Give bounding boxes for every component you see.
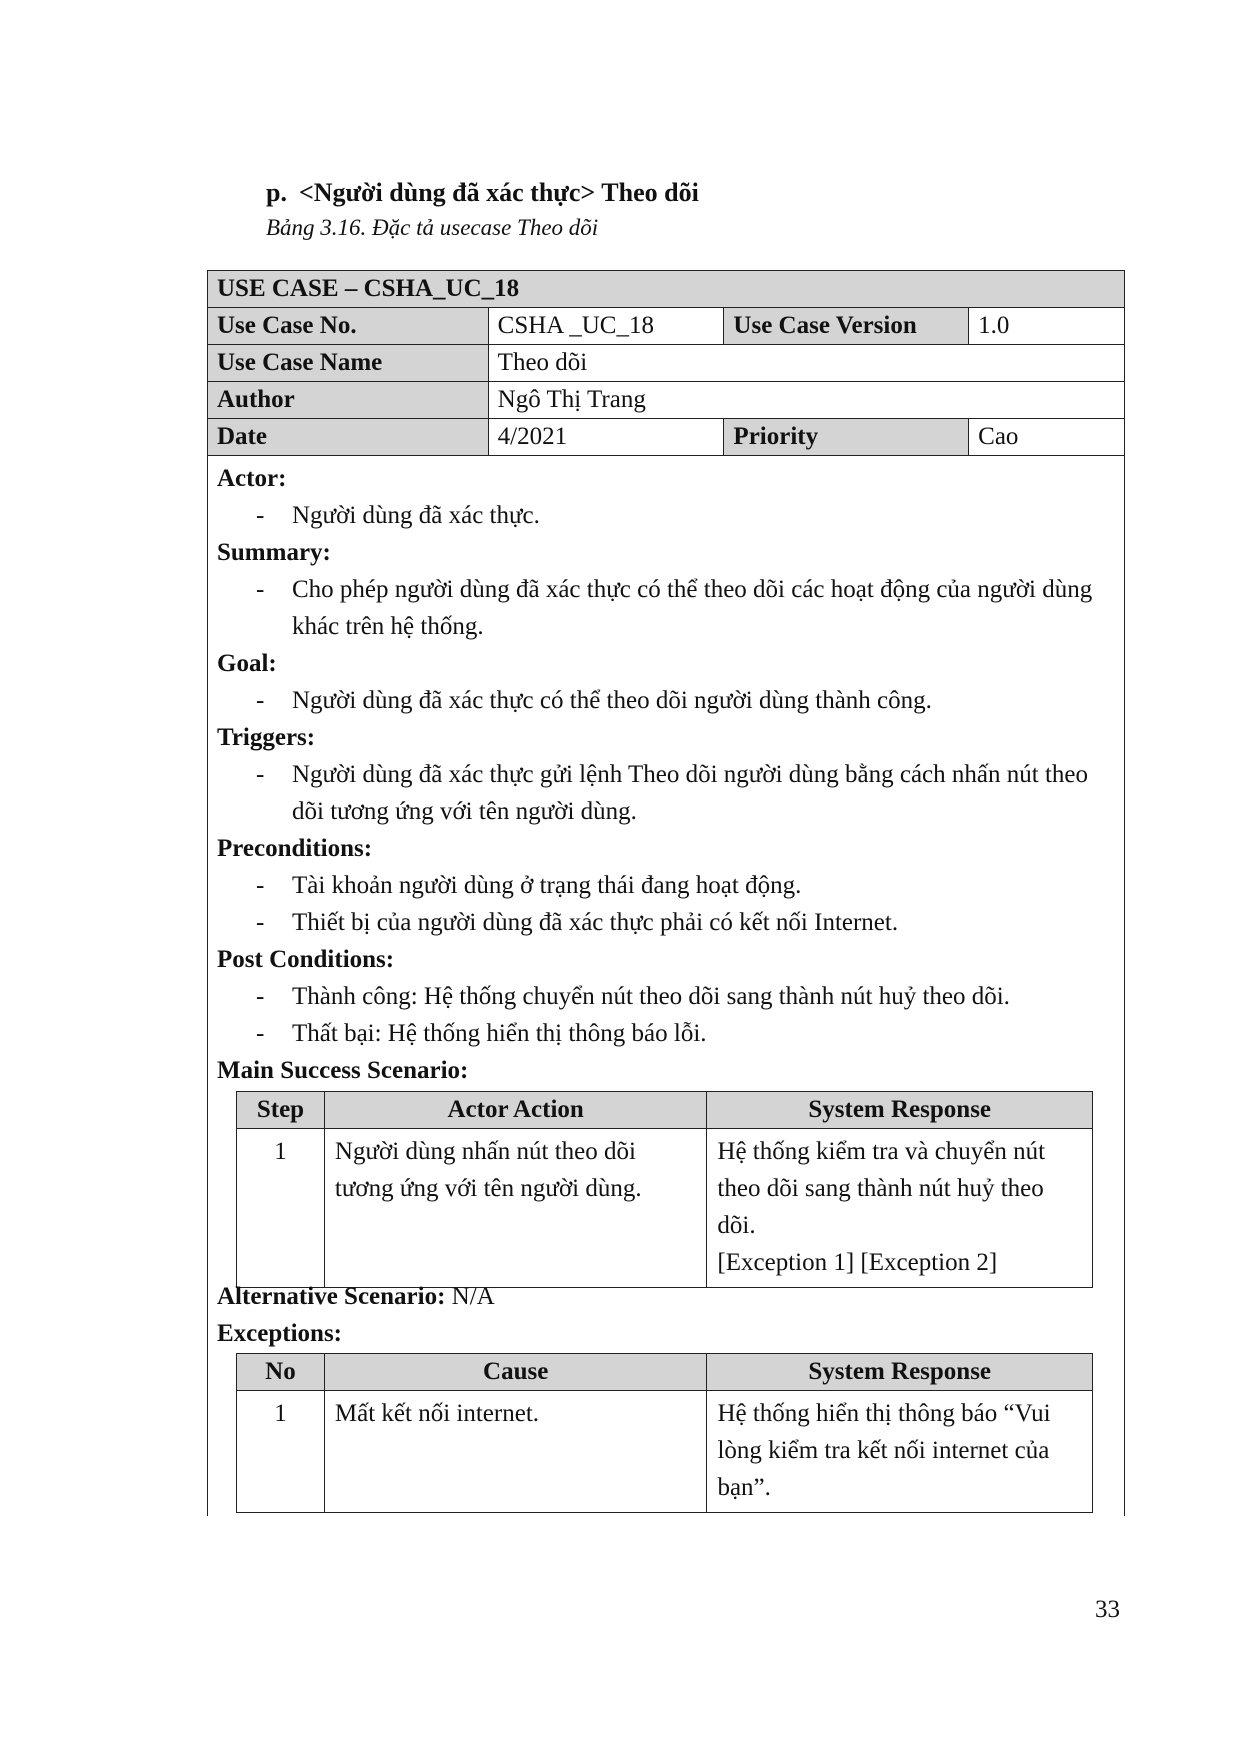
postconditions-item: Thành công: Hệ thống chuyển nút theo dõi sang thành nút huỷ theo dõi. [292,983,1010,1010]
step-cell: 1 [237,1129,325,1288]
section-title: <Người dùng đã xác thực> Theo dõi [298,178,699,207]
goal-label: Goal: [217,650,277,677]
system-response-cell [707,1129,1093,1288]
usecase-header-table [207,270,1125,456]
usecase-no-label: Use Case No. [208,308,489,345]
section-heading [266,178,699,208]
postconditions-item: Thất bại: Hệ thống hiển thị thông báo lỗi. [292,1020,707,1047]
author-value: Ngô Thị Trang [488,382,1124,419]
table-row [237,1129,1093,1288]
priority-value: Cao [969,419,1125,456]
bullet: - [256,1020,265,1047]
exception-cause-cell: Mất kết nối internet. [324,1391,707,1513]
alternative-scenario [217,1278,495,1315]
section-letter: p. [266,178,287,207]
exceptions-table [236,1353,1093,1513]
usecase-name-value: Theo dõi [488,345,1124,382]
table-caption: Bảng 3.16. Đặc tả usecase Theo dõi [266,215,599,240]
preconditions-item: Thiết bị của người dùng đã xác thực phải có kết nối Internet. [292,909,899,936]
page-number: 33 [1095,1596,1120,1623]
column-header: System Response [707,1354,1093,1391]
table-row [237,1391,1093,1513]
summary-item: Cho phép người dùng đã xác thực có thể theo dõi các hoạt động của người dùng khác trên hệ thống. [292,576,1093,640]
column-header: Actor Action [324,1092,706,1129]
alternative-scenario-value: N/A [445,1283,495,1310]
usecase-name-label: Use Case Name [208,345,489,382]
alternative-scenario-label: Alternative Scenario: [217,1283,446,1310]
triggers-label: Triggers: [217,724,316,751]
main-scenario-table [236,1091,1093,1288]
date-value: 4/2021 [488,419,724,456]
goal-item: Người dùng đã xác thực có thể theo dõi người dùng thành công. [292,687,932,714]
actor-label: Actor: [217,465,287,492]
column-header: Step [237,1092,325,1129]
bullet: - [256,576,265,603]
exceptions-label: Exceptions: [217,1320,342,1347]
priority-label: Priority [724,419,969,456]
actor-item: Người dùng đã xác thực. [292,502,540,529]
bullet: - [256,909,265,936]
exception-no-cell: 1 [237,1391,325,1513]
bullet: - [256,502,265,529]
column-header: No [237,1354,325,1391]
preconditions-label: Preconditions: [217,835,373,862]
main-scenario-label: Main Success Scenario: [217,1057,469,1084]
bullet: - [256,983,265,1010]
column-header: Cause [324,1354,707,1391]
postconditions-label: Post Conditions: [217,946,395,973]
preconditions-item: Tài khoản người dùng ở trạng thái đang hoạt động. [292,872,802,899]
usecase-version-value: 1.0 [969,308,1125,345]
actor-action-cell: Người dùng nhấn nút theo dõi tương ứng với tên người dùng. [324,1129,706,1288]
column-header: System Response [707,1092,1093,1129]
usecase-title: USE CASE – CSHA_UC_18 [208,271,1125,308]
system-response-text: Hệ thống kiểm tra và chuyển nút theo dõi sang thành nút huỷ theo dõi. [717,1138,1046,1239]
bullet: - [256,872,265,899]
usecase-version-label: Use Case Version [724,308,969,345]
exception-references: [Exception 1] [Exception 2] [717,1249,998,1276]
bullet: - [256,761,265,788]
triggers-item: Người dùng đã xác thực gửi lệnh Theo dõi người dùng bằng cách nhấn nút theo dõi tương ứng với tên người dùng. [292,761,1088,825]
bullet: - [256,687,265,714]
author-label: Author [208,382,489,419]
date-label: Date [208,419,489,456]
usecase-no-value: CSHA _UC_18 [488,308,724,345]
exception-response-cell: Hệ thống hiển thị thông báo “Vui lòng kiểm tra kết nối internet của bạn”. [707,1391,1093,1513]
summary-label: Summary: [217,539,331,566]
